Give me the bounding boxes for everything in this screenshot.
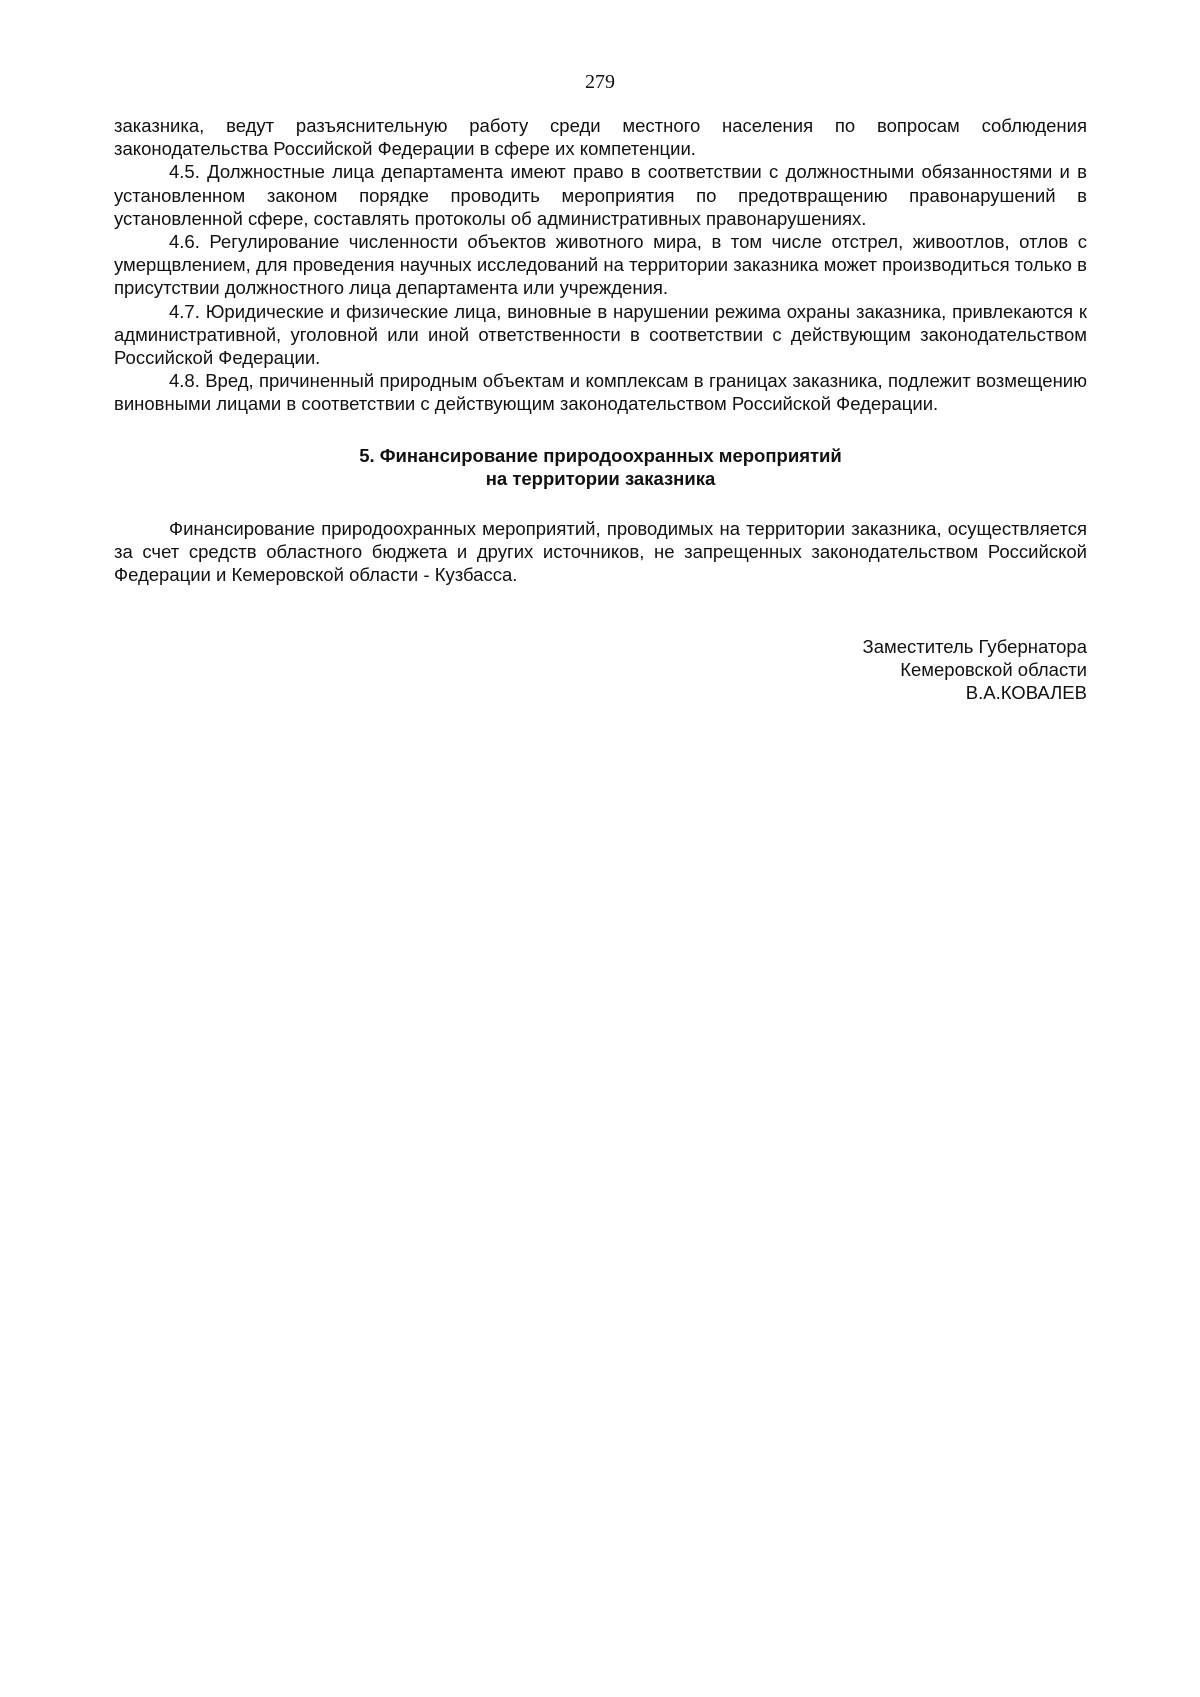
section-5-heading-line1: 5. Финансирование природоохранных мероприятий <box>359 444 842 466</box>
paragraph-4-6: 4.6. Регулирование численности объектов животного мира, в том числе отстрел, живоотлов, отлов с умерщвлением, для проведения научных исследований на территории заказника может производиться только в присутствии должностного лица департамента или учреждения. <box>114 231 1087 299</box>
paragraph-4-8: 4.8. Вред, причиненный природным объектам и комплексам в границах заказника, подлежит возмещению виновными лицами в соответствии с действующим законодательством Российской Федерации. <box>114 370 1087 415</box>
signatory-region: Кемеровской области <box>900 658 1087 680</box>
signature-block <box>114 635 1087 705</box>
document-body <box>114 114 1087 704</box>
section-4-continuation <box>114 114 1087 416</box>
section-5-heading-line2: на территории заказника <box>485 467 716 489</box>
section-5-paragraph: Финансирование природоохранных мероприятий, проводимых на территории заказника, осуществляется за счет средств областного бюджета и других источников, не запрещенных законодательством Российской Федерации и Кемеровской области - Кузбасса. <box>114 518 1087 586</box>
signatory-position: Заместитель Губернатора <box>862 635 1087 657</box>
signatory-name: В.А.КОВАЛЕВ <box>965 682 1087 704</box>
page-number: 279 <box>585 71 615 93</box>
section-5-heading <box>114 444 1087 490</box>
paragraph-4-5: 4.5. Должностные лица департамента имеют право в соответствии с должностными обязанностями и в установленном законом порядке проводить мероприятия по предотвращению правонарушений в установленной сфере, составлять протоколы об административных правонарушениях. <box>114 161 1087 229</box>
paragraph: заказника, ведут разъяснительную работу среди местного населения по вопросам соблюдения законодательства Российской Федерации в сфере их компетенции. <box>114 115 1087 160</box>
paragraph-4-7: 4.7. Юридические и физические лица, виновные в нарушении режима охраны заказника, привлекаются к административной, уголовной или иной ответственности в соответствии с действующим законодательством Российской Федерации. <box>114 300 1087 369</box>
